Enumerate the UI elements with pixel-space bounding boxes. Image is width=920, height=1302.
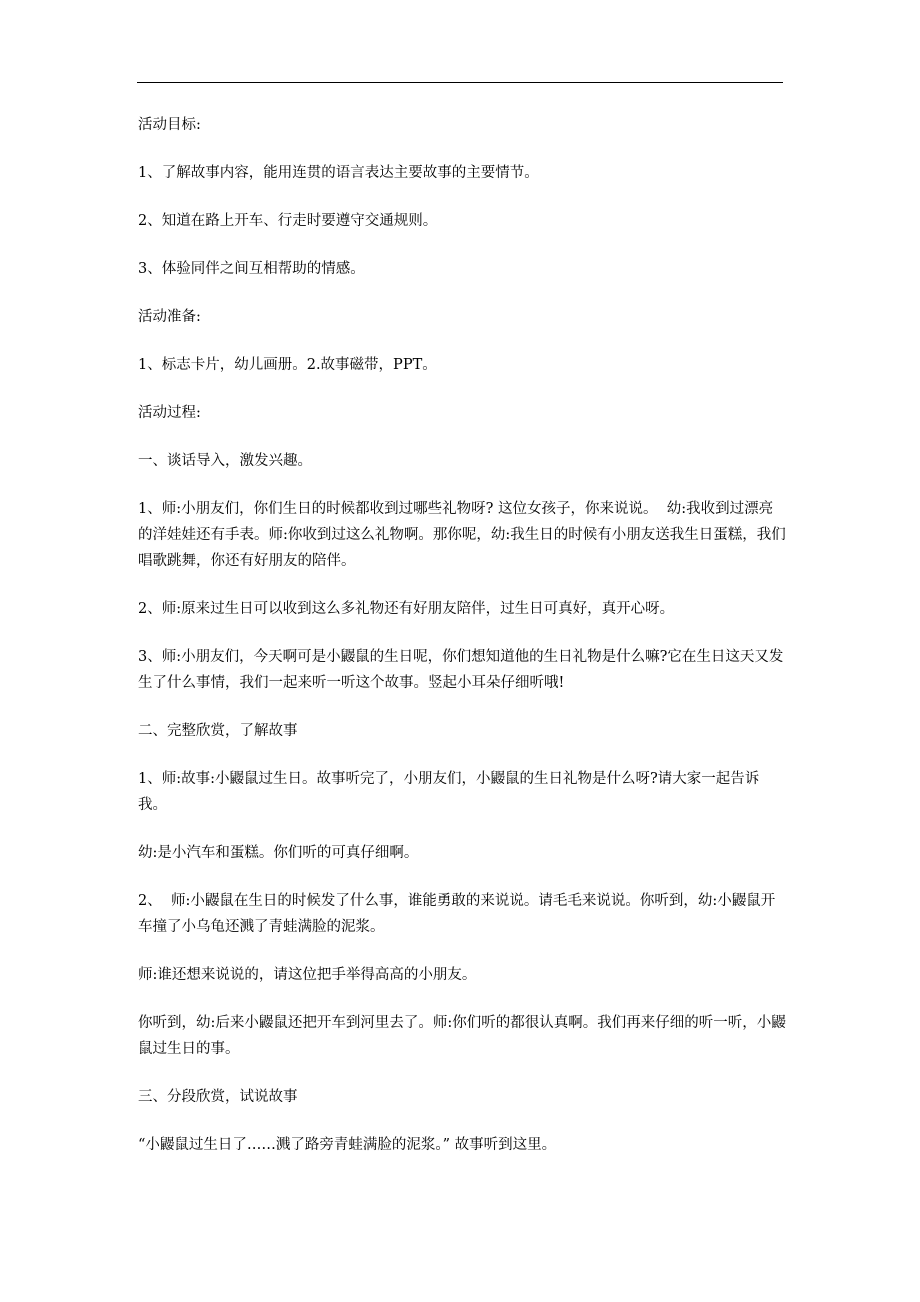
- section-2-step-2: 2、 师:小鼹鼠在生日的时候发了什么事，谁能勇敢的来说说。请毛毛来说说。你听到，幼:小鼹鼠开车撞了小乌龟还溅了青蛙满脸的泥浆。: [138, 893, 776, 935]
- header-rule: [137, 82, 783, 83]
- preparation-item: 1、标志卡片，幼儿画册。2.故事磁带，PPT。: [138, 357, 437, 373]
- document-body: [138, 112, 786, 1158]
- heading-goals: 活动目标:: [138, 117, 201, 133]
- section-3-quote: “小鼹鼠过生日了……溅了路旁青蛙满脸的泥浆。” 故事听到这里。: [138, 1137, 557, 1153]
- goal-item-2: 2、知道在路上开车、行走时要遵守交通规则。: [138, 213, 438, 229]
- section-1-step-2: 2、师:原来过生日可以收到这么多礼物还有好朋友陪伴，过生日可真好，真开心呀。: [138, 601, 675, 617]
- heading-process: 活动过程:: [138, 405, 201, 421]
- section-2-teacher-line: 师:谁还想来说说的，请这位把手举得高高的小朋友。: [138, 967, 477, 983]
- section-2-dialogue: 你听到，幼:后来小鼹鼠还把开车到河里去了。师:你们听的都很认真啊。我们再来仔细的听一听，小鼹鼠过生日的事。: [138, 1015, 786, 1057]
- section-2-answer: 幼:是小汽车和蛋糕。你们听的可真仔细啊。: [138, 845, 419, 861]
- section-2-step-1: 1、师:故事:小鼹鼠过生日。故事听完了，小朋友们，小鼹鼠的生日礼物是什么呀?请大家一起告诉我。: [138, 771, 760, 813]
- goal-item-1: 1、了解故事内容，能用连贯的语言表达主要故事的主要情节。: [138, 165, 539, 181]
- section-3-title: 三、分段欣赏，试说故事: [138, 1089, 298, 1105]
- section-2-title: 二、完整欣赏，了解故事: [138, 723, 298, 739]
- section-1-step-3: 3、师:小朋友们，今天啊可是小鼹鼠的生日呢，你们想知道他的生日礼物是什么嘛?它在生日这天又发生了什么事情，我们一起来听一听这个故事。竖起小耳朵仔细听哦!: [138, 649, 784, 691]
- heading-preparation: 活动准备:: [138, 309, 201, 325]
- section-1-title: 一、谈话导入，激发兴趣。: [138, 453, 312, 469]
- section-1-step-1: 1、师:小朋友们，你们生日的时候都收到过哪些礼物呀? 这位女孩子，你来说说。 幼:我收到过漂亮的洋娃娃还有手表。师:你收到过这么礼物啊。那你呢，幼:我生日的时候有小朋友送我生日蛋糕，我们唱歌跳舞，你还有好朋友的陪伴。: [138, 501, 786, 569]
- goal-item-3: 3、体验同伴之间互相帮助的情感。: [138, 261, 365, 277]
